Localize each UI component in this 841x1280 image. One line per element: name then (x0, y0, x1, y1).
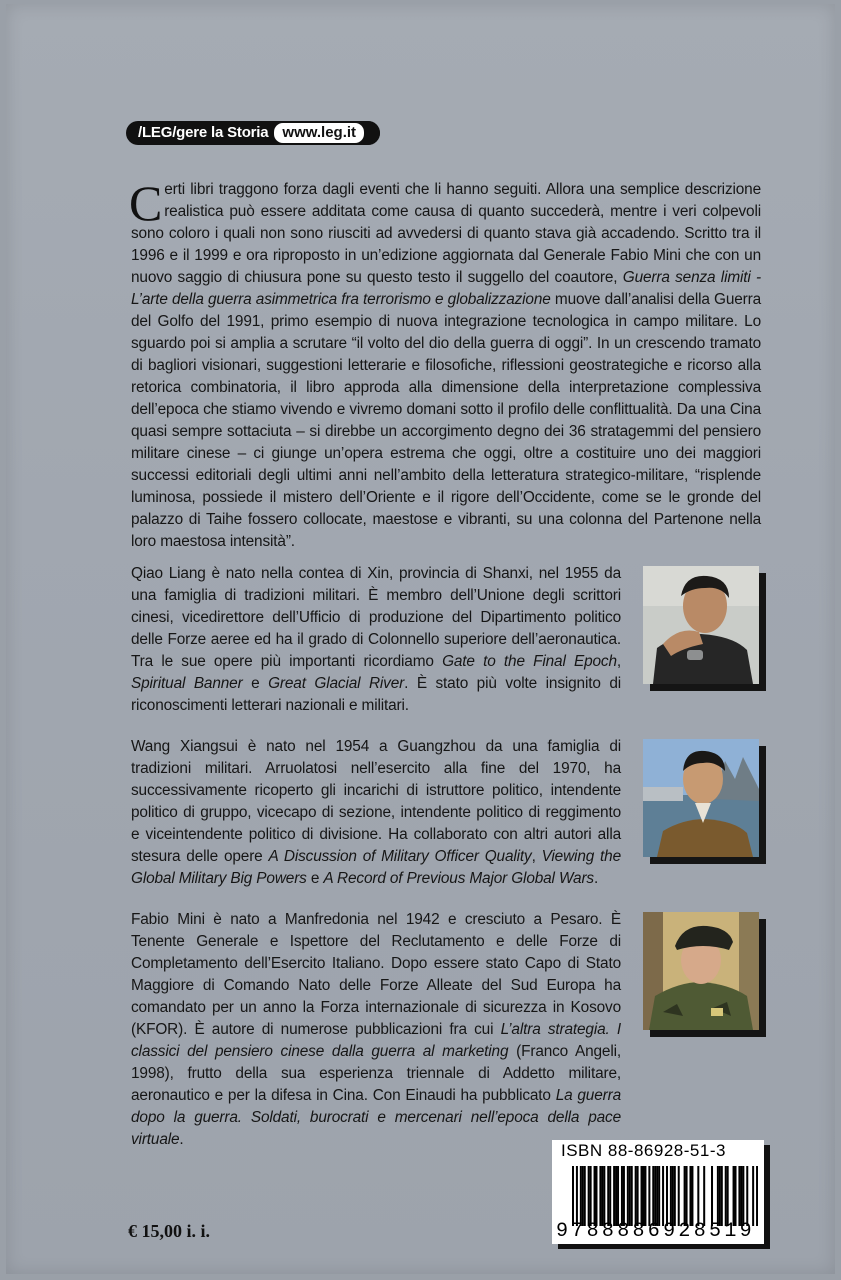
barcode-bar (582, 1166, 584, 1226)
barcode-bar (603, 1166, 605, 1226)
blurb-paragraph: Certi libri traggono forza dagli eventi che li hanno seguiti. Allora una semplice descrizione realistica può essere additata come causa di quanto succederà, mentre i veri colpevoli sono coloro i quali non sono riusciti ad avvedersi di quanto stava già accadendo. Scritto tra il 1996 e il 1999 e ora riproposto in un’edizione aggiornata dal Generale Fabio Mini che con un nuovo saggio di chiusura pone su questo testo il suggello del coautore, Guerra senza limiti - L’arte della guerra asimmetrica fra terrorismo e globalizzazione muove dall’analisi della Guerra del Golfo del 1991, primo esempio di nuova integrazione tecnologica in campo militare. Lo sguardo poi si amplia a scrutare “il volto del dio della guerra di oggi”. In un crescendo tramato di bagliori visionari, suggestioni letterarie e filosofiche, riflessioni geostrategiche e ricorso alla retorica combinatoria, il libro approda alla dimensione della interpretazione complessiva dell’epoca che stiamo vivendo e vivremo domani sotto il profilo delle conflittualità. Da una Cina quasi sempre sottaciuta – si direbbe un accorgimento degno dei 36 stratagemmi del pensiero militare cinese – ci giunge un’opera estrema che oggi, oltre a costituire uno dei maggiori successi editoriali degli ultimi anni nell’ambito della letteratura strategico-militare, “risplende luminosa, possiede il mistero dell’Oriente e il rigore dell’Occidente, come se le gronde del palazzo di Taihe fossero collocate, maestose e vibranti, su una colonna del Partenone nella loro maestosa intensità”. (129, 175, 762, 550)
barcode-bar (629, 1166, 631, 1226)
isbn-barcode (552, 1140, 764, 1244)
barcode-bar (648, 1166, 650, 1226)
barcode-bar (670, 1166, 672, 1226)
barcode-bar (607, 1166, 609, 1226)
barcode-bar (576, 1166, 578, 1226)
barcode-bar (613, 1166, 615, 1226)
barcode-bar (738, 1166, 740, 1226)
barcode-bar (678, 1166, 680, 1226)
publisher-logo (126, 121, 380, 145)
barcode-bar (746, 1166, 748, 1226)
author-photo-wang-xiangsui (643, 739, 759, 857)
barcode-bar (635, 1166, 637, 1226)
barcode-bar (684, 1166, 686, 1226)
barcode-bar (642, 1166, 644, 1226)
barcode-bar (615, 1166, 617, 1226)
barcode-bar (654, 1166, 656, 1226)
publisher-brand: /LEG/gere la Storia (138, 124, 269, 141)
barcode-bar (652, 1166, 654, 1226)
barcode-bar (691, 1166, 693, 1226)
author-bio-wang-xiangsui: Wang Xiangsui è nato nel 1954 a Guangzhou da una famiglia di tradizioni militari. Arruolatosi nell’esercito alla fine del 1970, ha successivamente ricoperto gli incarichi di istruttore politico, intendente politico di gruppo, vicecapo di sezione, intendente politico di reggimento e viceintendente politico di divisione. Ha collaborato con altri autori alla stesura delle opere A Discussion of Military Officer Quality, Viewing the Global Military Big Powers e A Record of Previous Major Global Wars. (131, 738, 621, 887)
barcode-bar (689, 1166, 691, 1226)
barcode-bar (641, 1166, 643, 1226)
barcode-bars (572, 1166, 758, 1226)
barcode-bar (599, 1166, 601, 1226)
book-title: Guerra senza limiti - L’arte della guerra asimmetrica fra terrorismo e globalizzazione (131, 269, 762, 308)
barcode-bar (584, 1166, 586, 1226)
barcode-bar (711, 1166, 713, 1226)
drop-cap: C (129, 175, 163, 231)
isbn-number: ISBN 88-86928-51-3 (561, 1141, 726, 1160)
author-bio-fabio-mini: Fabio Mini è nato a Manfredonia nel 1942 e cresciuto a Pesaro. È Tenente Generale e Ispettore del Reclutamento e delle Forze di Completamento dell’Esercito Italiano. Dopo essere stato Capo di Stato Maggiore di Comando Nato delle Forze Alleate del Sud Europa ha comandato per un anno la Forza internazionale di sicurezza in Kosovo (KFOR). È autore di numerose pubblicazioni fra cui L’altra strategia. I classici del pensiero cinese dalla guerra al marketing (Franco Angeli, 1998), frutto della sua esperienza triennale di Addetto militare, aeronautico e per la difesa in Cina. Con Einaudi ha pubblicato La guerra dopo la guerra. Soldati, burocrati e mercenari nell’epoca della pace virtuale. (131, 911, 621, 1148)
barcode-bar (658, 1166, 660, 1226)
barcode-bar (717, 1166, 719, 1226)
barcode-bar (644, 1166, 646, 1226)
author-bio-qiao-liang: Qiao Liang è nato nella contea di Xin, provincia di Shanxi, nel 1955 da una famiglia di tradizioni militari. È membro dell’Unione degli scrittori cinesi, vicedirettore dell’Ufficio di produzione del Dipartimento politico delle Forze aeree ed ha il grado di Colonnello superiore dell’aeronautica. Tra le sue opere più importanti ricordiamo Gate to the Final Epoch, Spiritual Banner e Great Glacial River. È stato più volte insignito di riconoscimenti letterari nazionali e militari. (131, 565, 622, 714)
author-photo-fabio-mini (643, 912, 759, 1030)
barcode-bar (637, 1166, 639, 1226)
barcode-bar (742, 1166, 744, 1226)
barcode-bar (656, 1166, 658, 1226)
barcode-bar (721, 1166, 723, 1226)
barcode-bar (601, 1166, 603, 1226)
barcode-bar (725, 1166, 727, 1226)
barcode-bar (631, 1166, 633, 1226)
barcode-bar (735, 1166, 737, 1226)
ean-digits: 9788886928519 (556, 1220, 755, 1243)
barcode-bar (727, 1166, 729, 1226)
price-label: € 15,00 i. i. (128, 1221, 211, 1241)
publisher-url[interactable]: www.leg.it (274, 123, 364, 143)
barcode-bar (752, 1166, 754, 1226)
barcode-bar (621, 1166, 623, 1226)
barcode-bar (580, 1166, 582, 1226)
barcode-bar (594, 1166, 596, 1226)
barcode-bar (740, 1166, 742, 1226)
barcode-bar (733, 1166, 735, 1226)
barcode-bar (674, 1166, 676, 1226)
barcode-bar (697, 1166, 699, 1226)
barcode-bar (662, 1166, 664, 1226)
barcode-bar (686, 1166, 688, 1226)
barcode-bar (609, 1166, 611, 1226)
barcode-bar (617, 1166, 619, 1226)
barcode-bar (590, 1166, 592, 1226)
barcode-bar (666, 1166, 668, 1226)
barcode-bar (756, 1166, 758, 1226)
barcode-bar (572, 1166, 574, 1226)
author-photo-qiao-liang (643, 566, 759, 684)
barcode-bar (703, 1166, 705, 1226)
barcode-bar (719, 1166, 721, 1226)
barcode-bar (623, 1166, 625, 1226)
barcode-bar (595, 1166, 597, 1226)
barcode-bar (588, 1166, 590, 1226)
barcode-bar (672, 1166, 674, 1226)
barcode-bar (627, 1166, 629, 1226)
